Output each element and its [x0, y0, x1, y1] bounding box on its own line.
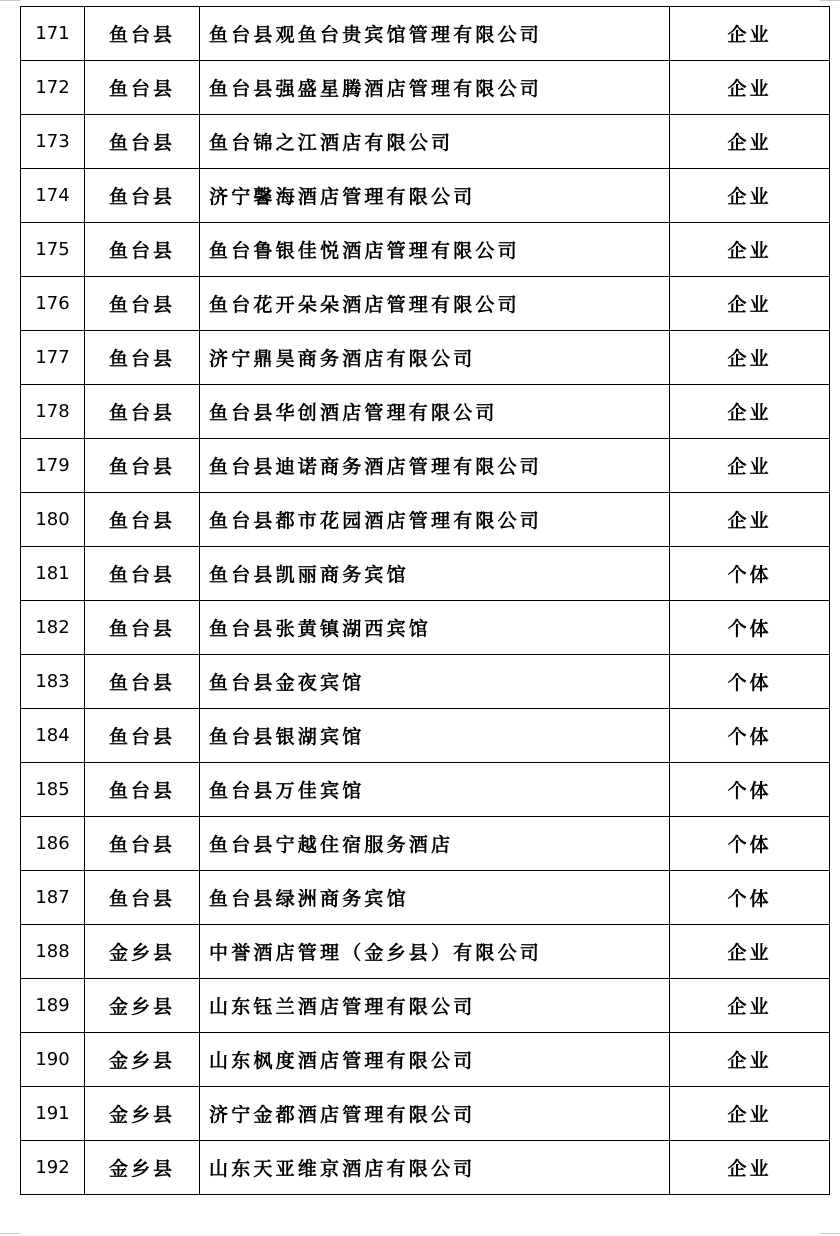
- company-name-cell: 山东钰兰酒店管理有限公司: [200, 979, 670, 1033]
- county-cell: 鱼台县: [85, 655, 200, 709]
- entity-type-cell: 个体: [670, 763, 830, 817]
- table-row: [21, 439, 830, 493]
- entity-type-cell: 企业: [670, 331, 830, 385]
- row-number-cell: 192: [21, 1141, 85, 1195]
- county-cell: 鱼台县: [85, 61, 200, 115]
- entity-type-cell: 企业: [670, 61, 830, 115]
- entity-type-cell: 企业: [670, 277, 830, 331]
- row-number-cell: 175: [21, 223, 85, 277]
- county-cell: 鱼台县: [85, 763, 200, 817]
- county-cell: 鱼台县: [85, 871, 200, 925]
- company-name-cell: 鱼台县银湖宾馆: [200, 709, 670, 763]
- company-name-cell: 济宁金都酒店管理有限公司: [200, 1087, 670, 1141]
- entity-type-cell: 企业: [670, 1087, 830, 1141]
- table-row: [21, 7, 830, 61]
- county-cell: 鱼台县: [85, 709, 200, 763]
- entity-type-cell: 个体: [670, 547, 830, 601]
- company-name-cell: 鱼台县金夜宾馆: [200, 655, 670, 709]
- row-number-cell: 189: [21, 979, 85, 1033]
- page-corner-mark: [0, 1233, 20, 1234]
- row-number-cell: 187: [21, 871, 85, 925]
- entity-type-cell: 个体: [670, 871, 830, 925]
- entity-type-cell: 企业: [670, 979, 830, 1033]
- table-row: [21, 763, 830, 817]
- entity-type-cell: 个体: [670, 817, 830, 871]
- table-row: [21, 385, 830, 439]
- entity-type-cell: 企业: [670, 7, 830, 61]
- county-cell: 鱼台县: [85, 115, 200, 169]
- company-name-cell: 鱼台县张黄镇湖西宾馆: [200, 601, 670, 655]
- county-cell: 鱼台县: [85, 601, 200, 655]
- entity-type-cell: 个体: [670, 709, 830, 763]
- table-row: [21, 547, 830, 601]
- row-number-cell: 174: [21, 169, 85, 223]
- county-cell: 鱼台县: [85, 169, 200, 223]
- hotel-list-table: [20, 6, 830, 1195]
- table-row: [21, 61, 830, 115]
- company-name-cell: 鱼台县迪诺商务酒店管理有限公司: [200, 439, 670, 493]
- page-corner-mark: [0, 0, 20, 1]
- entity-type-cell: 企业: [670, 439, 830, 493]
- company-name-cell: 济宁馨海酒店管理有限公司: [200, 169, 670, 223]
- entity-type-cell: 企业: [670, 493, 830, 547]
- row-number-cell: 186: [21, 817, 85, 871]
- row-number-cell: 178: [21, 385, 85, 439]
- entity-type-cell: 企业: [670, 1141, 830, 1195]
- table-row: [21, 601, 830, 655]
- table-row: [21, 1033, 830, 1087]
- entity-type-cell: 企业: [670, 1033, 830, 1087]
- county-cell: 金乡县: [85, 979, 200, 1033]
- company-name-cell: 鱼台县观鱼台贵宾馆管理有限公司: [200, 7, 670, 61]
- company-name-cell: 鱼台县强盛星腾酒店管理有限公司: [200, 61, 670, 115]
- row-number-cell: 191: [21, 1087, 85, 1141]
- county-cell: 金乡县: [85, 1033, 200, 1087]
- table-row: [21, 1141, 830, 1195]
- county-cell: 鱼台县: [85, 385, 200, 439]
- row-number-cell: 177: [21, 331, 85, 385]
- row-number-cell: 183: [21, 655, 85, 709]
- entity-type-cell: 企业: [670, 115, 830, 169]
- county-cell: 鱼台县: [85, 331, 200, 385]
- row-number-cell: 185: [21, 763, 85, 817]
- county-cell: 鱼台县: [85, 439, 200, 493]
- county-cell: 鱼台县: [85, 547, 200, 601]
- company-name-cell: 山东枫度酒店管理有限公司: [200, 1033, 670, 1087]
- table-row: [21, 709, 830, 763]
- row-number-cell: 190: [21, 1033, 85, 1087]
- table-row: [21, 1087, 830, 1141]
- entity-type-cell: 企业: [670, 169, 830, 223]
- county-cell: 金乡县: [85, 925, 200, 979]
- row-number-cell: 176: [21, 277, 85, 331]
- company-name-cell: 鱼台县万佳宾馆: [200, 763, 670, 817]
- county-cell: 金乡县: [85, 1087, 200, 1141]
- row-number-cell: 181: [21, 547, 85, 601]
- company-name-cell: 鱼台花开朵朵酒店管理有限公司: [200, 277, 670, 331]
- entity-type-cell: 个体: [670, 601, 830, 655]
- table-row: [21, 817, 830, 871]
- entity-type-cell: 个体: [670, 655, 830, 709]
- table-row: [21, 169, 830, 223]
- row-number-cell: 171: [21, 7, 85, 61]
- entity-type-cell: 企业: [670, 925, 830, 979]
- table-body: [21, 7, 830, 1195]
- entity-type-cell: 企业: [670, 385, 830, 439]
- table-row: [21, 979, 830, 1033]
- row-number-cell: 182: [21, 601, 85, 655]
- county-cell: 鱼台县: [85, 7, 200, 61]
- row-number-cell: 179: [21, 439, 85, 493]
- company-name-cell: 中誉酒店管理（金乡县）有限公司: [200, 925, 670, 979]
- row-number-cell: 180: [21, 493, 85, 547]
- county-cell: 金乡县: [85, 1141, 200, 1195]
- row-number-cell: 173: [21, 115, 85, 169]
- company-name-cell: 鱼台县绿洲商务宾馆: [200, 871, 670, 925]
- company-name-cell: 鱼台锦之江酒店有限公司: [200, 115, 670, 169]
- page-corner-mark: [820, 0, 840, 1]
- table-row: [21, 115, 830, 169]
- table-row: [21, 925, 830, 979]
- entity-type-cell: 企业: [670, 223, 830, 277]
- company-name-cell: 济宁鼎昊商务酒店有限公司: [200, 331, 670, 385]
- county-cell: 鱼台县: [85, 277, 200, 331]
- company-name-cell: 鱼台县华创酒店管理有限公司: [200, 385, 670, 439]
- company-name-cell: 山东天亚维京酒店有限公司: [200, 1141, 670, 1195]
- table-row: [21, 223, 830, 277]
- company-name-cell: 鱼台鲁银佳悦酒店管理有限公司: [200, 223, 670, 277]
- table-row: [21, 277, 830, 331]
- table-row: [21, 493, 830, 547]
- row-number-cell: 184: [21, 709, 85, 763]
- row-number-cell: 172: [21, 61, 85, 115]
- company-name-cell: 鱼台县宁越住宿服务酒店: [200, 817, 670, 871]
- company-name-cell: 鱼台县凯丽商务宾馆: [200, 547, 670, 601]
- row-number-cell: 188: [21, 925, 85, 979]
- table-row: [21, 331, 830, 385]
- county-cell: 鱼台县: [85, 223, 200, 277]
- page-corner-mark: [820, 1233, 840, 1234]
- county-cell: 鱼台县: [85, 493, 200, 547]
- county-cell: 鱼台县: [85, 817, 200, 871]
- table-row: [21, 655, 830, 709]
- table-row: [21, 871, 830, 925]
- company-name-cell: 鱼台县都市花园酒店管理有限公司: [200, 493, 670, 547]
